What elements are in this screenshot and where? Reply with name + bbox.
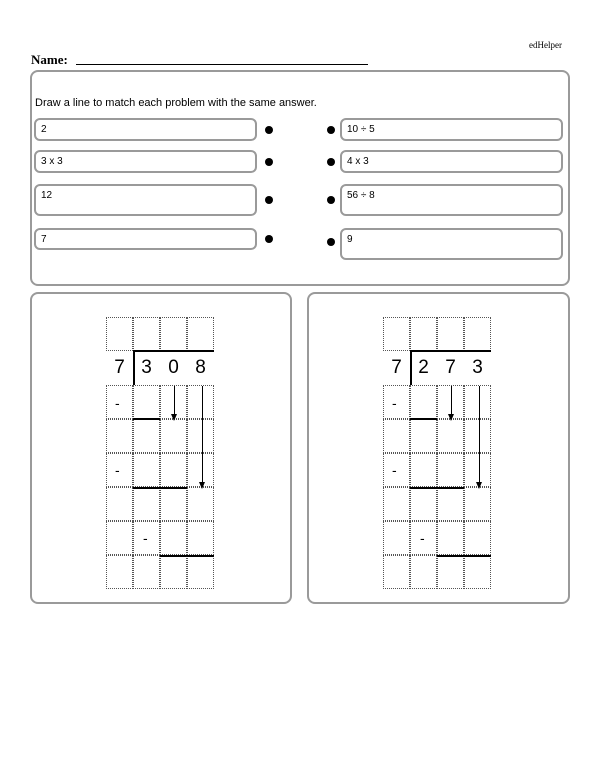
minus-sign: -	[420, 530, 425, 546]
answer-cell[interactable]	[383, 419, 410, 453]
left-answer-3: 12	[34, 184, 257, 216]
answer-cell[interactable]	[464, 521, 491, 555]
division-bracket-side	[133, 350, 135, 385]
answer-cell[interactable]	[106, 521, 133, 555]
answer-cell[interactable]	[383, 521, 410, 555]
divisor-digit: 7	[391, 357, 402, 378]
bring-down-arrow-head	[171, 414, 177, 421]
answer-cell[interactable]	[133, 453, 160, 487]
bring-down-arrow	[451, 386, 452, 415]
answer-cell[interactable]	[133, 487, 160, 521]
answer-cell[interactable]	[464, 385, 491, 419]
divisor-digit: 7	[114, 357, 125, 378]
left-answer-4: 7	[34, 228, 257, 250]
name-field[interactable]	[76, 64, 368, 65]
bring-down-arrow	[479, 386, 480, 483]
right-problem-1: 10 ÷ 5	[340, 118, 563, 141]
answer-cell[interactable]	[437, 521, 464, 555]
answer-cell[interactable]	[187, 419, 214, 453]
dividend-digit: 8	[195, 357, 206, 378]
left-match-dot[interactable]	[265, 126, 273, 134]
minus-sign: -	[392, 395, 397, 411]
division-bracket-top	[133, 350, 214, 352]
answer-cell[interactable]	[133, 555, 160, 589]
right-problem-3: 56 ÷ 8	[340, 184, 563, 216]
brand-label: edHelper	[529, 40, 562, 50]
minus-sign: -	[115, 395, 120, 411]
answer-cell[interactable]	[437, 453, 464, 487]
answer-cell[interactable]	[437, 487, 464, 521]
answer-cell[interactable]	[383, 555, 410, 589]
answer-cell[interactable]	[160, 487, 187, 521]
dividend-digit: 7	[445, 357, 456, 378]
dividend-digit: 3	[472, 357, 483, 378]
answer-cell[interactable]	[187, 385, 214, 419]
answer-cell[interactable]	[410, 487, 437, 521]
name-label: Name:	[31, 52, 68, 67]
left-match-dot[interactable]	[265, 158, 273, 166]
matching-instruction: Draw a line to match each problem with the same answer.	[35, 97, 317, 109]
dividend-digit: 0	[168, 357, 179, 378]
subtraction-line	[133, 487, 187, 489]
bring-down-arrow	[202, 386, 203, 483]
bring-down-arrow	[174, 386, 175, 415]
answer-cell[interactable]	[187, 555, 214, 589]
bring-down-arrow-head	[199, 482, 205, 489]
answer-cell[interactable]	[410, 419, 437, 453]
subtraction-line	[410, 487, 464, 489]
answer-cell[interactable]	[133, 419, 160, 453]
answer-cell[interactable]	[106, 487, 133, 521]
answer-cell[interactable]	[383, 487, 410, 521]
right-match-dot[interactable]	[327, 196, 335, 204]
minus-sign: -	[143, 530, 148, 546]
subtraction-line	[437, 555, 491, 557]
answer-cell[interactable]	[464, 487, 491, 521]
answer-cell[interactable]	[187, 521, 214, 555]
dividend-digit: 2	[418, 357, 429, 378]
minus-sign: -	[115, 462, 120, 478]
answer-cell[interactable]	[464, 555, 491, 589]
answer-cell[interactable]	[160, 419, 187, 453]
right-problem-2: 4 x 3	[340, 150, 563, 173]
bring-down-arrow-head	[448, 414, 454, 421]
right-match-dot[interactable]	[327, 126, 335, 134]
subtraction-line	[410, 418, 437, 420]
answer-cell[interactable]	[410, 385, 437, 419]
bring-down-arrow-head	[476, 482, 482, 489]
answer-cell[interactable]	[437, 419, 464, 453]
answer-cell[interactable]	[464, 419, 491, 453]
right-match-dot[interactable]	[327, 238, 335, 246]
subtraction-line	[160, 555, 214, 557]
division-bracket-side	[410, 350, 412, 385]
right-problem-4: 9	[340, 228, 563, 260]
answer-cell[interactable]	[106, 555, 133, 589]
answer-cell[interactable]	[187, 487, 214, 521]
right-match-dot[interactable]	[327, 158, 335, 166]
minus-sign: -	[392, 462, 397, 478]
answer-cell[interactable]	[410, 453, 437, 487]
answer-cell[interactable]	[160, 555, 187, 589]
subtraction-line	[133, 418, 160, 420]
left-answer-1: 2	[34, 118, 257, 141]
left-match-dot[interactable]	[265, 235, 273, 243]
left-answer-2: 3 x 3	[34, 150, 257, 173]
answer-cell[interactable]	[160, 521, 187, 555]
answer-cell[interactable]	[106, 419, 133, 453]
answer-cell[interactable]	[133, 385, 160, 419]
dividend-digit: 3	[141, 357, 152, 378]
division-bracket-top	[410, 350, 491, 352]
answer-cell[interactable]	[160, 453, 187, 487]
answer-cell[interactable]	[437, 555, 464, 589]
left-match-dot[interactable]	[265, 196, 273, 204]
answer-cell[interactable]	[410, 555, 437, 589]
